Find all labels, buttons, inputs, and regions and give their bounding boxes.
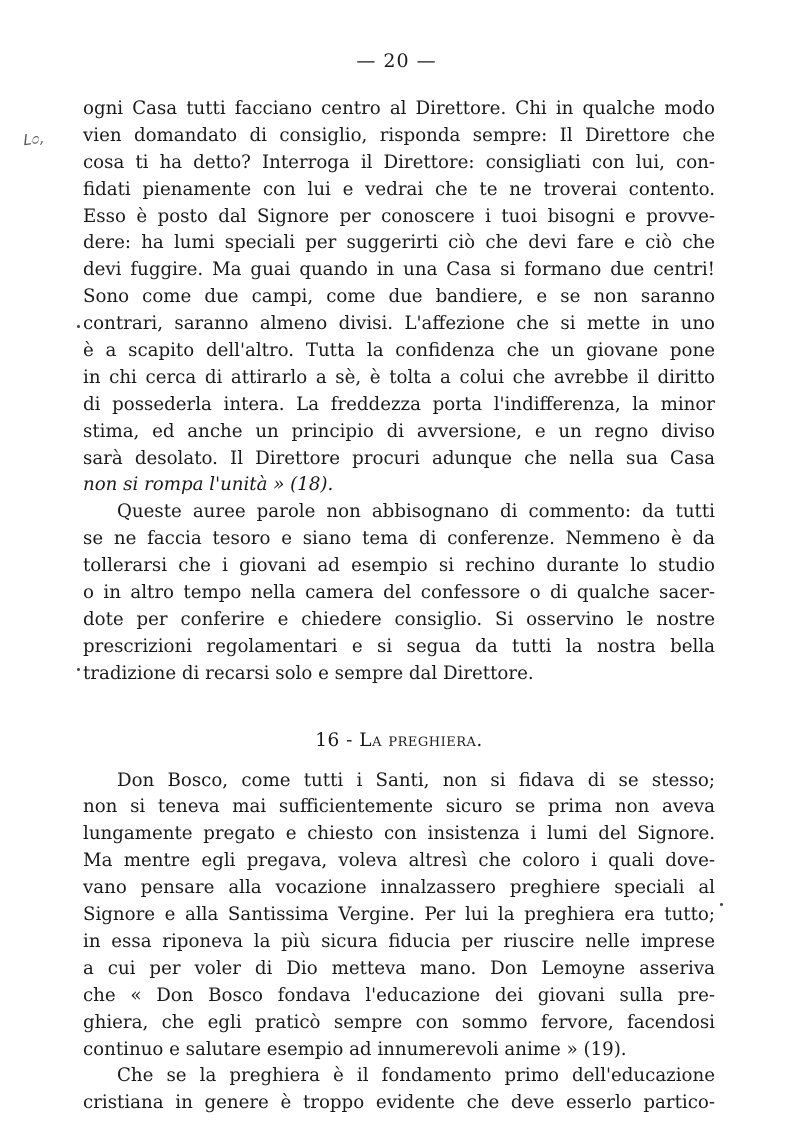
margin-dot xyxy=(77,325,80,328)
text-line: a cui per voler di Dio metteva mano. Don Lemoyne asseriva xyxy=(83,957,715,979)
margin-dot xyxy=(720,903,723,906)
paragraph-1 xyxy=(83,96,715,499)
text-line: di possederla intera. La freddezza porta l'indifferenza, la minor xyxy=(83,393,715,415)
text-line: o in altro tempo nella camera del confessore o di qualche sacer- xyxy=(83,582,715,604)
text-line: è a scapito dell'altro. Tutta la confidenza che un giovane pone xyxy=(83,340,715,362)
section-title: La preghiera. xyxy=(359,729,483,751)
text-line: ogni Casa tutti facciano centro al Direttore. Chi in qualche modo xyxy=(83,98,715,119)
text-line: tollerarsi che i giovani ad esempio si rechino durante lo studio xyxy=(83,555,715,577)
text-line: tradizione di recarsi solo e sempre dal Direttore. xyxy=(83,662,534,684)
text-line: vien domandato di consiglio, risponda sempre: Il Direttore che xyxy=(83,124,715,146)
text-line: che « Don Bosco fondava l'educazione dei giovani sulla pre- xyxy=(83,984,715,1006)
text-line: in essa riponeva la più sicura fiducia per riuscire nelle imprese xyxy=(83,930,715,952)
text-line: Signore e alla Santissima Vergine. Per lui la preghiera era tutto; xyxy=(83,904,715,926)
paragraph-2 xyxy=(83,499,715,687)
text-line: dere: ha lumi speciali per suggerirti ciò che devi fare e ciò che xyxy=(83,232,715,254)
text-line: Queste auree parole non abbisognano di commento: da tutti xyxy=(117,501,715,523)
text-line: Esso è posto dal Signore per conoscere i tuoi bisogni e provve- xyxy=(83,205,715,227)
text-line: prescrizioni regolamentari e si segua da tutti la nostra bella xyxy=(83,635,715,657)
text-line: in chi cerca di attirarlo a sè, è tolta a colui che avrebbe il diritto xyxy=(83,366,715,388)
text-line: Don Bosco, come tutti i Santi, non si fidava di se stesso; xyxy=(117,769,715,791)
paragraph-3 xyxy=(83,768,715,1064)
text-line: non si rompa l'unità » (18). xyxy=(83,474,334,496)
text-line: continuo e salutare esempio ad innumerevoli anime » (19). xyxy=(83,1038,627,1060)
body-text xyxy=(83,96,715,1117)
paragraph-4 xyxy=(83,1063,715,1117)
text-line: cristiana in genere è troppo evidente che deve esserlo partico- xyxy=(83,1092,715,1114)
text-line: vano pensare alla vocazione innalzassero preghiere speciali al xyxy=(83,877,715,899)
text-line: Ma mentre egli pregava, voleva altresì che coloro i quali dove- xyxy=(83,850,715,872)
text-line: Che se la preghiera è il fondamento primo dell'educazione xyxy=(117,1065,715,1087)
text-line: sarà desolato. Il Direttore procuri adunque che nella sua Casa xyxy=(83,447,715,469)
margin-dot xyxy=(77,668,80,671)
text-line: cosa ti ha detto? Interroga il Direttore: consigliati con lui, con- xyxy=(83,151,715,173)
text-line: contrari, saranno almeno divisi. L'affezione che si mette in uno xyxy=(83,313,715,335)
text-line: non si teneva mai sufficientemente sicuro se prima non aveva xyxy=(83,796,715,818)
page-number: — 20 — xyxy=(356,50,437,72)
text-line: stima, ed anche un principio di avversione, e un regno diviso xyxy=(83,420,715,442)
text-line: Sono come due campi, come due bandiere, e se non saranno xyxy=(83,286,715,308)
text-line: devi fuggire. Ma guai quando in una Casa si formano due centri! xyxy=(83,259,715,281)
section-heading xyxy=(83,726,715,756)
text-line: ghiera, che egli praticò sempre con sommo fervore, facendosi xyxy=(83,1011,715,1033)
text-line: se ne faccia tesoro e siano tema di conferenze. Nemmeno è da xyxy=(83,528,715,550)
margin-annotation: ᒪ೦, xyxy=(20,128,45,150)
section-number: 16 - xyxy=(315,729,353,751)
text-line: dote per conferire e chiedere consiglio. Si osservino le nostre xyxy=(83,608,715,630)
text-line: fidati pienamente con lui e vedrai che te ne troverai contento. xyxy=(83,178,715,200)
text-line: lungamente pregato e chiesto con insistenza i lumi del Signore. xyxy=(83,823,715,845)
